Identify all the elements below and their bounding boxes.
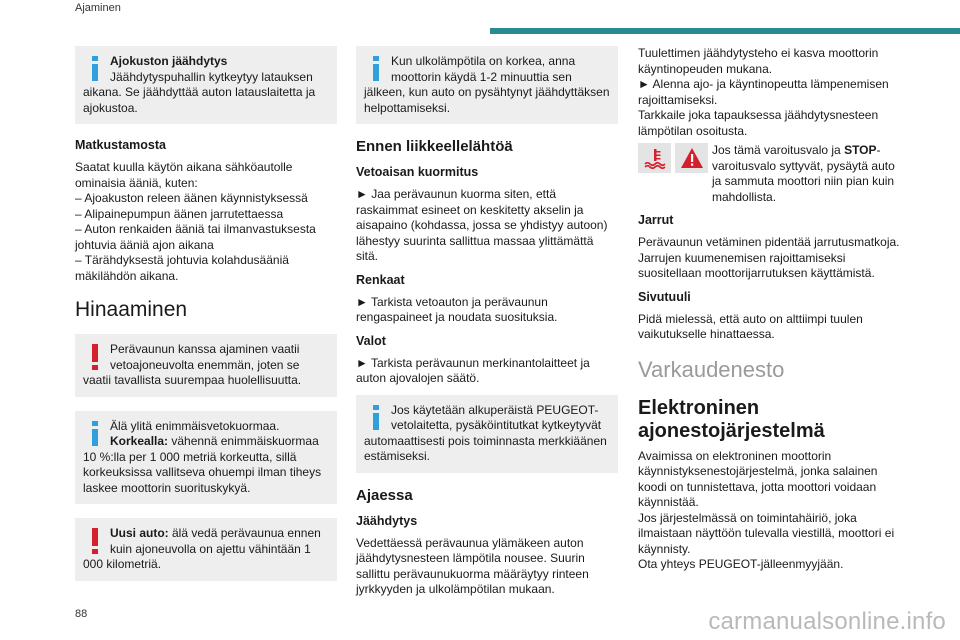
warning-lights-icons <box>638 143 708 173</box>
column-middle <box>356 46 618 598</box>
column-left <box>75 46 337 595</box>
column-right <box>638 46 900 573</box>
warning-exclamation-icon <box>83 342 107 372</box>
paragraph-immobiliser-fault: Jos järjestelmässä on toimintahäiriö, joka ilmaistaan näyttöön tulevalla viestillä, moottori ei käynnisty. <box>638 510 895 556</box>
subheading-lights: Valot <box>356 333 386 348</box>
subheading-tyres: Renkaat <box>356 272 405 287</box>
note-text: Kun ulkolämpötila on korkea, anna moottorin käydä 1-2 minuuttia sen jälkeen, kun auto on pysähtynyt jäähdyttäksen helpottamiseksi. <box>364 54 610 115</box>
paragraph-sounds-intro: Saatat kuulla käytön aikana sähköautolle ominaisia ääniä, kuten: <box>75 160 293 190</box>
paragraph-monitor-temp: Tarkkaile joka tapauksessa jäähdytysnesteen lämpötilan osoitusta. <box>638 108 879 138</box>
warning-bold-label: Uusi auto: <box>110 526 169 540</box>
list-item: – Alipainepumpun äänen jarrutettaessa <box>75 206 284 221</box>
subheading-drawbar-load: Vetoaisan kuormitus <box>356 165 479 179</box>
warning-text: Perävaunun kanssa ajaminen vaatii vetoajoneuvolta enemmän, joten se vaatii tavallista suurempaa huolellisuutta. <box>83 342 302 387</box>
note-title: Ajokuston jäähdytys <box>110 54 228 68</box>
coolant-temperature-warning-icon <box>638 143 671 173</box>
paragraph-cooling: Vedettäessä perävaunua ylämäkeen auton jäähdytysnesteen lämpötila nousee. Suurin sallittu perävaunukuorma määräytyy rinteen jyrkkyyden ja ulkolämpötilan mukaan. <box>356 535 589 596</box>
info-note-icon <box>83 54 107 84</box>
note-text: Jäähdytyspuhallin kytkeytyy latauksen aikana. Se jäähdyttää auton latauslaitetta ja ajokustoa. <box>83 69 316 115</box>
subheading-crosswind: Sivutuuli <box>638 289 691 304</box>
note-box-engine-idle <box>356 46 618 124</box>
chapter-accent-bar <box>490 28 960 34</box>
paragraph-brakes: Perävaunun vetäminen pidentää jarrutusmatkoja. Jarrujen kuumenemisen rajoittamiseksi suositellaan moottorijarrutuksen käyttämistä. <box>638 235 900 280</box>
section-heading-towing: Hinaaminen <box>75 298 188 321</box>
section-heading-driving: Ajaessa <box>356 486 413 504</box>
section-heading-theft-protection: Varkaudenesto <box>638 356 785 382</box>
subheading-brakes: Jarrut <box>638 213 674 227</box>
warning-box-new-car <box>75 518 337 581</box>
paragraph-drawbar-load: ► Jaa perävaunun kuorma siten, että raskaimmat esineet on keskitetty akselin ja aisapaino (kohdassa, jossa se yhdistyy autoon) lähestyy suurinta sallittua massaa ylittämättä sitä. <box>356 187 608 263</box>
note-box-battery-cooling <box>75 46 337 124</box>
note-box-tow-bar <box>356 395 618 473</box>
paragraph-tyres: ► Tarkista vetoauton ja perävaunun rengaspaineet ja noudata suosituksia. <box>356 294 558 324</box>
warning-text-pre: Jos tämä varoitusvalo ja <box>712 143 845 157</box>
info-note-icon <box>364 54 388 84</box>
note-box-max-load <box>75 411 337 505</box>
section-heading-before-departure: Ennen liikkeellelähtöä <box>356 138 513 155</box>
paragraph-immobiliser: Avaimissa on elektroninen moottorin käynnistyksenestojärjestelmä, jonka salainen koodi on tunnistettava, jotta moottori voidaan käynnistää. <box>638 448 878 509</box>
watermark: carmanualsonline.info <box>708 608 946 635</box>
chapter-title: Ajaminen <box>75 2 121 14</box>
warning-text-bold: STOP <box>844 143 877 157</box>
warning-box-towing <box>75 334 337 397</box>
stop-warning-icon <box>675 143 708 173</box>
list-item: – Auton renkaiden ääniä tai ilmanvastuksesta johtuvia ääniä ajon aikana <box>75 222 316 252</box>
warning-exclamation-icon <box>83 526 107 556</box>
section-heading-immobiliser: Elektroninen ajonestojärjestelmä <box>638 396 825 442</box>
paragraph-contact-dealer: Ota yhteys PEUGEOT-jälleenmyyjään. <box>638 557 844 571</box>
note-text: Jos käytetään alkuperäistä PEUGEOT-vetolaitetta, pysäköintitutkat kytkeytyvät automaattisesti pois toiminnasta merkkiäänen estämiseksi. <box>364 402 607 463</box>
info-note-icon <box>83 419 107 449</box>
page-number: 88 <box>75 608 88 620</box>
paragraph-fan: Tuulettimen jäähdytysteho ei kasva moottorin käyntinopeuden mukana. <box>638 46 879 76</box>
paragraph-lights: ► Tarkista perävaunun merkinantolaitteet ja auton ajovalojen säätö. <box>356 355 590 385</box>
note-bold-label: Korkealla: <box>110 434 169 448</box>
paragraph-fan-action: ► Alenna ajo- ja käyntinopeutta lämpenemisen rajoittamiseksi. <box>638 77 889 107</box>
paragraph-crosswind: Pidä mielessä, että auto on alttiimpi tuulen vaikutukselle hinattaessa. <box>638 311 863 341</box>
subheading-cooling: Jäähdytys <box>356 513 418 528</box>
info-note-icon <box>364 403 388 433</box>
list-item: – Ajoakuston releen äänen käynnistyksessä <box>75 191 308 205</box>
warning-lights-row <box>638 143 900 205</box>
note-text: Älä ylitä enimmäisvetokuormaa. <box>110 418 280 433</box>
list-item: – Tärähdyksestä johtuvia kolahdusääniä mäkilähdön aikana. <box>75 253 289 283</box>
warning-text-post: -varoitusvalo syttyvät, pysäytä auto ja sammuta moottori niin pian kuin mahdollista. <box>712 143 895 204</box>
warning-text: älä vedä perävaunua ennen kuin ajoneuvolla on ajettu vähintään 1 000 kilometriä. <box>83 526 321 571</box>
section-heading-cabin: Matkustamosta <box>75 138 166 152</box>
note-text: vähennä enimmäiskuormaa 10 %:lla per 1 000 metriä korkeutta, sillä korkeuksissa vallitseva ohuempi ilman tiheys laskee moottorin suorituskykyä. <box>83 434 322 495</box>
